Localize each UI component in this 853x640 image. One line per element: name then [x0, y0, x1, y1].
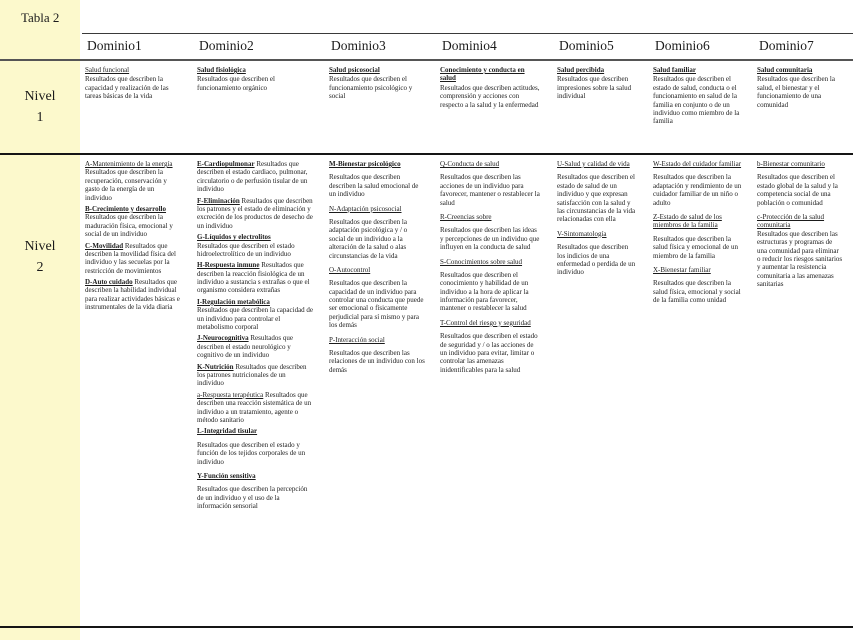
category-description: Resultados que describen el estado y función de los tejidos corporales de un individuo: [197, 440, 306, 466]
nivel1-cell-dominio7: [752, 66, 853, 109]
category-title: K-Nutrición: [197, 362, 234, 371]
category-title: E-Cardiopulmonar: [197, 160, 255, 168]
category-description: Resultados que describen las relaciones de un individuo con los demás: [329, 349, 425, 374]
nivel1-row: [80, 66, 853, 126]
category-entry: [440, 319, 542, 374]
category-description: Resultados que describen la reacción fisiológica de un individuo a sustancia s extrañas o que el organismo considera extrañas: [197, 261, 310, 295]
category-title: I-Regulación metabólica: [197, 297, 270, 306]
row-label-number: 1: [36, 110, 44, 125]
category-title: L-Integridad tisular: [197, 427, 258, 436]
category-entry: [653, 213, 742, 260]
header-row: [80, 38, 853, 54]
domain-description: Resultados que describen el funcionamiento orgánico: [197, 75, 275, 92]
nivel-divider: [0, 153, 853, 155]
domain-description: Resultados que describen el estado de salud, conducta o el funcionamiento en salud de la familia en conjunto o de un individuo como miembro de la familia: [653, 75, 740, 126]
category-title: M-Bienestar psicológico: [329, 160, 401, 168]
category-entry: [85, 242, 182, 276]
category-description: Resultados que describen los indicios de una enfermedad o perdida de un individuo: [557, 243, 636, 277]
category-title: F-Eliminación: [197, 196, 240, 205]
nivel2-cell-dominio6: [648, 160, 752, 310]
domain-title: Salud funcional: [85, 66, 130, 74]
domain-description: Resultados que describen la salud, el bienestar y el funcionamiento de una comunidad: [757, 75, 835, 109]
category-entry: [329, 160, 425, 199]
table-caption: Tabla 2: [21, 10, 60, 25]
category-title: C-Movilidad: [85, 241, 124, 250]
category-description: Resultados que describen los patrones nutricionales de un individuo: [197, 362, 307, 388]
nivel1-cell-dominio1: [80, 66, 192, 101]
domain-description: Resultados que describen impresiones sobre la salud individual: [557, 75, 632, 101]
header-bottom-divider: [0, 59, 853, 61]
category-entry: [440, 213, 542, 252]
category-description: Resultados que describen la percepción de un individuo y el uso de la información sensorial: [197, 485, 308, 511]
nivel1-cell-dominio5: [552, 66, 648, 101]
category-title: Z-Estado de salud de los miembros de la familia: [653, 212, 722, 230]
column-header-dominio5: Dominio5: [559, 38, 614, 53]
nivel2-cell-dominio4: [435, 160, 552, 380]
nivel2-cell-dominio3: [324, 160, 435, 380]
category-entry: [197, 197, 314, 231]
category-entry: [197, 391, 314, 425]
category-entry: [329, 336, 425, 375]
category-description: Resultados que describen las ideas y percepciones de un individuo que influyen en la conducta de salud: [440, 226, 540, 252]
domain-title: Salud comunitaria: [757, 66, 813, 74]
category-entry: [197, 233, 314, 258]
category-description: Resultados que describen el estado global de la salud y la competencia social de una población o comunidad: [757, 173, 838, 207]
category-title: V-Sintomatología: [557, 229, 607, 238]
domain-description: Resultados que describen la capacidad y realización de las tareas básicas de la vida: [85, 75, 169, 101]
category-title: Y-Función sensitiva: [197, 471, 256, 480]
category-description: Resultados que describen el estado neurológico y cognitivo de un individuo: [197, 334, 293, 360]
category-description: Resultados que describen la recuperación, conservación y gasto de la energía de un individuo: [85, 168, 167, 202]
category-title: Q-Conducta de salud: [440, 160, 500, 168]
nivel1-cell-dominio2: [192, 66, 324, 92]
category-title: W-Estado del cuidador familiar: [653, 160, 742, 168]
category-title: O-Autocontrol: [329, 265, 371, 274]
category-title: c-Protección de la salud comunitaria: [757, 212, 825, 230]
category-description: Resultados que describen describen la salud emocional de un individuo: [329, 173, 419, 199]
category-entry: [197, 298, 314, 332]
category-title: a-Respuesta terapéutica: [197, 390, 264, 399]
category-title: S-Conocimientos sobre salud: [440, 257, 523, 266]
category-entry: [440, 258, 542, 313]
category-entry: [85, 278, 182, 312]
category-description: Resultados que describen la adaptación y rendimiento de un cuidador familiar de un niño o adulto: [653, 173, 742, 207]
category-description: Resultados que describen la maduración física, emocional y social de un individuo: [85, 213, 173, 239]
category-entry: [197, 334, 314, 359]
category-description: Resultados que describen el estado hidroelectrolítico de un individuo: [197, 241, 295, 258]
category-description: Resultados que describen la salud física, emocional y social de la familia como unidad: [653, 279, 741, 305]
domain-title: Salud psicosocial: [329, 66, 380, 74]
category-title: D-Auto cuidado: [85, 278, 133, 287]
domain-title: Salud percibida: [557, 66, 605, 74]
nivel2-cell-dominio2: [192, 160, 324, 516]
category-entry: [197, 363, 314, 388]
domain-title: Salud fisiológica: [197, 66, 246, 74]
category-entry: [653, 160, 742, 207]
nivel2-cell-dominio5: [552, 160, 648, 283]
category-entry: [757, 160, 843, 207]
header-top-divider: [82, 33, 853, 34]
category-title: A-Mantenimiento de la energía: [85, 160, 173, 168]
nivel2-cell-dominio7: [752, 160, 853, 291]
category-description: Resultados que describen el conocimiento y habilidad de un individuo a la hora de aplicar la información para favorecer, mantener o restablecer la salud: [440, 270, 529, 313]
domain-title: Conocimiento y conducta en salud: [440, 66, 525, 83]
category-entry: [197, 261, 314, 295]
sidebar: [0, 0, 80, 640]
category-description: Resultados que describen la movilidad física del individuo y las secuelas por la restricción de movimientos: [85, 241, 176, 275]
category-title: N-Adaptación psicosocial: [329, 204, 402, 213]
category-title: T-Control del riesgo y seguridad: [440, 318, 531, 327]
category-description: Resultados que describen una reacción sistemática de un individuo a un tratamiento, agente o método sanitario: [197, 390, 312, 424]
row-label-number: 2: [36, 260, 44, 275]
category-description: Resultados que describen la adaptación psicológica y / o social de un individuo a la alteración de la salud o alas circunstancias de la vida: [329, 217, 408, 260]
row-label-text: Nivel: [24, 239, 56, 254]
category-entry: [329, 205, 425, 260]
category-entry: [440, 160, 542, 207]
column-header-dominio2: Dominio2: [199, 38, 254, 53]
category-entry: [85, 205, 182, 239]
nivel2-cell-dominio1: [80, 160, 192, 315]
column-header-dominio4: Dominio4: [442, 38, 497, 53]
nivel2-row: [80, 160, 853, 516]
category-entry: [329, 266, 425, 330]
category-description: Resultados que describen las acciones de un individuo para favorecer, mantener o restablecer la salud: [440, 173, 540, 207]
category-description: Resultados que describen las estructuras y programas de una comunidad para eliminar o reducir los riesgos sanitarios y aumentar la resistencia comunitaria a las amenazas sanitarias: [757, 229, 843, 289]
category-entry: [85, 160, 182, 202]
category-title: X-Bienestar familiar: [653, 265, 711, 274]
category-title: J-Neurocognitiva: [197, 334, 249, 343]
category-description: Resultados que describen la habilidad individual para realizar actividades básicas e instrumentales de la vida diaria: [85, 278, 180, 312]
category-title: H-Respuesta inmune: [197, 261, 260, 270]
category-description: Resultados que describen el estado de seguridad y / o las acciones de un individuo para evitar, limitar o controlar las amenazas inidentificables para la salud: [440, 332, 538, 374]
category-entry: [757, 213, 843, 289]
category-entry: [653, 266, 742, 305]
column-header-dominio6: Dominio6: [655, 38, 710, 53]
category-entry: [197, 160, 314, 194]
category-description: Resultados que describen la capacidad de un individuo para controlar una conducta que puede ser emocional o físicamente perjudicial para sí mismo y para los demás: [329, 279, 424, 330]
nivel1-cell-dominio3: [324, 66, 435, 101]
domain-title: Salud familiar: [653, 66, 696, 74]
category-entry: [557, 160, 638, 224]
category-entry: [557, 230, 638, 277]
domain-description: Resultados que describen actitudes, comprensión y acciones con respecto a la salud y la enfermedad: [440, 83, 540, 109]
category-title: U-Salud y calidad de vida: [557, 160, 630, 168]
row-label-nivel-2: [0, 236, 80, 278]
category-title: G-Líquidos y electrolitos: [197, 233, 271, 242]
column-header-dominio7: Dominio7: [759, 38, 814, 53]
domain-description: Resultados que describen el funcionamiento psicológico y social: [329, 75, 413, 101]
category-title: P-Interacción social: [329, 335, 385, 344]
category-title: B-Crecimiento y desarrollo: [85, 204, 167, 213]
category-entry: [197, 427, 314, 466]
nivel1-cell-dominio4: [435, 66, 552, 109]
nivel1-cell-dominio6: [648, 66, 752, 126]
row-label-nivel-1: [0, 86, 80, 128]
category-entry: [197, 472, 314, 511]
category-description: Resultados que describen los patrones y el estado de eliminación y excreción de los productos de desecho de un individuo: [197, 196, 313, 230]
category-description: Resultados que describen la salud física y emocional de un miembro de la familia: [653, 234, 738, 260]
category-title: b-Bienestar comunitario: [757, 160, 825, 168]
category-description: Resultados que describen el estado de salud de un individuo y que expresan satisfacción con la salud y las circunstancias de la vida relacionadas con ella: [557, 173, 636, 224]
category-description: Resultados que describen el estado cardiaco, pulmonar, circulatorio o de perfusión tisular de un individuo: [197, 160, 308, 194]
column-header-dominio1: Dominio1: [87, 38, 142, 53]
category-description: Resultados que describen la capacidad de un individuo para controlar el metabolismo corporal: [197, 306, 314, 332]
table-bottom-divider: [0, 626, 853, 628]
column-header-dominio3: Dominio3: [331, 38, 386, 53]
category-title: R-Creencias sobre: [440, 212, 492, 221]
row-label-text: Nivel: [24, 89, 56, 104]
